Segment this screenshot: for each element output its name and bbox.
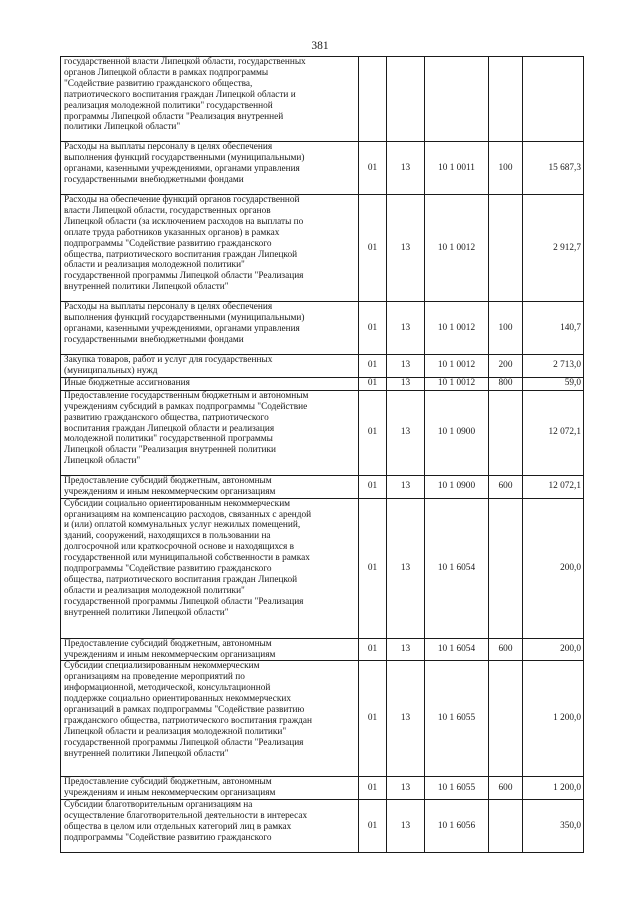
table-row xyxy=(61,142,584,195)
cell-section-code xyxy=(359,661,387,777)
item-name-text: Предоставление субсидий бюджетным, автономным учреждениям и иным некоммерческим организациям xyxy=(64,777,276,799)
item-name-text: Предоставление субсидий бюджетным, автономным учреждениям и иным некоммерческим организациям xyxy=(64,638,276,660)
cell-target-article xyxy=(425,498,489,638)
cell-subsection-code xyxy=(387,355,425,378)
page-number: 381 xyxy=(311,40,329,52)
section-code-text: 01 xyxy=(367,481,378,492)
cell-target-article xyxy=(425,638,489,661)
cell-amount xyxy=(523,377,584,390)
cell-subsection-code xyxy=(387,777,425,800)
cell-subsection-code xyxy=(387,800,425,853)
amount-text: 2 912,7 xyxy=(553,242,581,253)
cell-section-code xyxy=(359,195,387,302)
cell-target-article xyxy=(425,390,489,475)
cell-expense-type xyxy=(489,390,523,475)
cell-target-article xyxy=(425,355,489,378)
table-row xyxy=(61,57,584,142)
table-row xyxy=(61,777,584,800)
subsection-code-text: 13 xyxy=(400,644,411,655)
section-code-text: 01 xyxy=(367,713,378,724)
section-code-text: 01 xyxy=(367,360,378,371)
expense-type-text: 600 xyxy=(498,644,513,655)
target-article-text: 10 1 6054 xyxy=(437,644,476,655)
cell-target-article xyxy=(425,777,489,800)
expense-type-text: 600 xyxy=(498,782,513,793)
cell-item-name xyxy=(61,302,359,355)
cell-section-code xyxy=(359,800,387,853)
table-row xyxy=(61,302,584,355)
expense-type-text: 100 xyxy=(498,322,513,333)
cell-section-code xyxy=(359,475,387,498)
amount-text: 12 072,1 xyxy=(548,427,581,438)
cell-amount xyxy=(523,390,584,475)
cell-target-article xyxy=(425,142,489,195)
cell-expense-type xyxy=(489,498,523,638)
cell-section-code xyxy=(359,142,387,195)
cell-item-name xyxy=(61,475,359,498)
cell-expense-type xyxy=(489,195,523,302)
amount-text: 12 072,1 xyxy=(548,481,581,492)
section-code-text: 01 xyxy=(367,644,378,655)
subsection-code-text: 13 xyxy=(400,782,411,793)
target-article-text: 10 1 6055 xyxy=(437,713,476,724)
amount-text: 15 687,3 xyxy=(548,162,581,173)
cell-subsection-code xyxy=(387,377,425,390)
cell-target-article xyxy=(425,661,489,777)
subsection-code-text: 13 xyxy=(400,360,411,371)
subsection-code-text: 13 xyxy=(400,562,411,573)
item-name-text: Субсидии социально ориентированным некоммерческим организациям на компенсацию расходов, связанных с арендой и (или) оплатой коммунальных услуг нежилых помещений, зданий, сооружений, находящихся в пользовании на долгосрочной или краткосрочной основе и находящихся в государственной или муниципальной собственности в рамках подпрограммы "Содействие развитию гражданского общества, патриотического воспитания граждан Липецкой области и реализация молодежной политики" государственной программы Липецкой области "Реализация внутренней политики Липецкой области" xyxy=(64,498,312,618)
target-article-text: 10 1 0011 xyxy=(438,162,475,173)
table-row xyxy=(61,661,584,777)
amount-text: 2 713,0 xyxy=(553,360,581,371)
cell-item-name xyxy=(61,498,359,638)
cell-item-name xyxy=(61,638,359,661)
budget-table xyxy=(60,56,584,853)
cell-subsection-code xyxy=(387,661,425,777)
subsection-code-text: 13 xyxy=(400,242,411,253)
cell-section-code xyxy=(359,302,387,355)
cell-target-article xyxy=(425,57,489,142)
target-article-text: 10 1 0900 xyxy=(437,427,476,438)
cell-expense-type xyxy=(489,777,523,800)
cell-item-name xyxy=(61,390,359,475)
table-row xyxy=(61,355,584,378)
table-row xyxy=(61,800,584,853)
amount-text: 200,0 xyxy=(560,562,581,573)
cell-subsection-code xyxy=(387,195,425,302)
cell-item-name xyxy=(61,377,359,390)
item-name-text: Иные бюджетные ассигнования xyxy=(64,377,190,388)
item-name-text: Предоставление субсидий бюджетным, автономным учреждениям и иным некоммерческим организациям xyxy=(64,475,276,497)
target-article-text: 10 1 0900 xyxy=(437,481,476,492)
cell-subsection-code xyxy=(387,390,425,475)
cell-amount xyxy=(523,638,584,661)
cell-section-code xyxy=(359,377,387,390)
table-row xyxy=(61,498,584,638)
item-name-text: Закупка товаров, работ и услуг для государственных (муниципальных) нужд xyxy=(64,355,273,376)
subsection-code-text: 13 xyxy=(400,713,411,724)
cell-expense-type xyxy=(489,377,523,390)
table-row xyxy=(61,390,584,475)
subsection-code-text: 13 xyxy=(400,820,411,831)
subsection-code-text: 13 xyxy=(400,322,411,333)
cell-target-article xyxy=(425,195,489,302)
cell-expense-type xyxy=(489,475,523,498)
section-code-text: 01 xyxy=(367,162,378,173)
cell-section-code xyxy=(359,638,387,661)
item-name-text: государственной власти Липецкой области, государственных органов Липецкой области в рамках подпрограммы "Содействие развитию гражданского общества, патриотического воспитания граждан Липецкой области и реализация молодежной политики" государственной программы Липецкой области "Реализация внутренней политики Липецкой области" xyxy=(64,57,306,133)
cell-subsection-code xyxy=(387,475,425,498)
cell-subsection-code xyxy=(387,302,425,355)
cell-subsection-code xyxy=(387,142,425,195)
cell-target-article xyxy=(425,800,489,853)
cell-target-article xyxy=(425,377,489,390)
cell-expense-type xyxy=(489,57,523,142)
cell-expense-type xyxy=(489,661,523,777)
table-row xyxy=(61,195,584,302)
cell-target-article xyxy=(425,475,489,498)
cell-item-name xyxy=(61,661,359,777)
cell-expense-type xyxy=(489,638,523,661)
target-article-text: 10 1 0012 xyxy=(437,242,476,253)
subsection-code-text: 13 xyxy=(400,427,411,438)
cell-item-name xyxy=(61,800,359,853)
subsection-code-text: 13 xyxy=(400,481,411,492)
cell-amount xyxy=(523,661,584,777)
target-article-text: 10 1 6056 xyxy=(437,820,476,831)
cell-section-code xyxy=(359,57,387,142)
cell-section-code xyxy=(359,777,387,800)
cell-expense-type xyxy=(489,302,523,355)
cell-section-code xyxy=(359,498,387,638)
target-article-text: 10 1 6054 xyxy=(437,562,476,573)
item-name-text: Расходы на обеспечение функций органов государственной власти Липецкой области, государственных органов Липецкой области (за исключением расходов на выплаты по оплате труда работников указанных органов) в рамках подпрограммы "Содействие развитию гражданского общества, патриотического воспитания граждан Липецкой области и реализация молодежной политики" государственной программы Липецкой области "Реализация внутренней политики Липецкой области" xyxy=(64,195,304,293)
item-name-text: Субсидии специализированным некоммерческим организациям на проведение мероприятий по информационной, методической, консультационной поддержке социально ориентированных некоммерческих организаций в рамках подпрограммы "Содействие развитию гражданского общества, патриотического воспитания граждан Липецкой области и реализация молодежной политики" государственной программы Липецкой области "Реализация внутренней политики Липецкой области" xyxy=(64,661,312,759)
cell-target-article xyxy=(425,302,489,355)
expense-type-text: 600 xyxy=(498,481,513,492)
expense-type-text: 100 xyxy=(498,162,513,173)
cell-item-name xyxy=(61,57,359,142)
cell-subsection-code xyxy=(387,57,425,142)
item-name-text: Расходы на выплаты персоналу в целях обеспечения выполнения функций государственными (муниципальными) органами, казенными учреждениями, органами управления государственными внебюджетными фондами xyxy=(64,302,305,345)
cell-expense-type xyxy=(489,800,523,853)
cell-amount xyxy=(523,57,584,142)
table-row xyxy=(61,377,584,390)
subsection-code-text: 13 xyxy=(400,378,411,389)
item-name-text: Расходы на выплаты персоналу в целях обеспечения выполнения функций государственными (муниципальными) органами, казенными учреждениями, органами управления государственными внебюджетными фондами xyxy=(64,142,305,185)
cell-item-name xyxy=(61,355,359,378)
cell-amount xyxy=(523,800,584,853)
section-code-text: 01 xyxy=(367,562,378,573)
cell-amount xyxy=(523,195,584,302)
section-code-text: 01 xyxy=(367,427,378,438)
cell-amount xyxy=(523,355,584,378)
target-article-text: 10 1 6055 xyxy=(437,782,476,793)
table-row xyxy=(61,638,584,661)
amount-text: 200,0 xyxy=(560,644,581,655)
cell-amount xyxy=(523,777,584,800)
target-article-text: 10 1 0012 xyxy=(437,378,476,389)
cell-expense-type xyxy=(489,355,523,378)
cell-subsection-code xyxy=(387,498,425,638)
cell-subsection-code xyxy=(387,638,425,661)
budget-table-body xyxy=(61,57,584,853)
amount-text: 140,7 xyxy=(560,322,581,333)
cell-amount xyxy=(523,302,584,355)
amount-text: 350,0 xyxy=(560,820,581,831)
item-name-text: Предоставление государственным бюджетным и автономным учреждениям субсидий в рамках подпрограммы "Содействие развитию гражданского общества, патриотического воспитания граждан Липецкой области и реализация молодежной политики" государственной программы Липецкой области "Реализация внутренней политики Липецкой области" xyxy=(64,390,309,467)
subsection-code-text: 13 xyxy=(400,162,411,173)
section-code-text: 01 xyxy=(367,378,378,389)
section-code-text: 01 xyxy=(367,322,378,333)
section-code-text: 01 xyxy=(367,820,378,831)
cell-amount xyxy=(523,475,584,498)
expense-type-text: 800 xyxy=(498,378,513,389)
item-name-text: Субсидии благотворительным организациям на осуществление благотворительной деятельности в интересах общества в целом или отдельных категорий лиц в рамках подпрограммы "Содействие развитию гражданского xyxy=(64,800,308,843)
section-code-text: 01 xyxy=(367,782,378,793)
cell-item-name xyxy=(61,777,359,800)
expense-type-text: 200 xyxy=(498,360,513,371)
amount-text: 59,0 xyxy=(564,378,581,389)
amount-text: 1 200,0 xyxy=(553,713,581,724)
cell-item-name xyxy=(61,195,359,302)
target-article-text: 10 1 0012 xyxy=(437,360,476,371)
section-code-text: 01 xyxy=(367,242,378,253)
target-article-text: 10 1 0012 xyxy=(437,322,476,333)
table-row xyxy=(61,475,584,498)
cell-amount xyxy=(523,498,584,638)
amount-text: 1 200,0 xyxy=(553,782,581,793)
cell-expense-type xyxy=(489,142,523,195)
cell-amount xyxy=(523,142,584,195)
cell-section-code xyxy=(359,390,387,475)
cell-item-name xyxy=(61,142,359,195)
cell-section-code xyxy=(359,355,387,378)
